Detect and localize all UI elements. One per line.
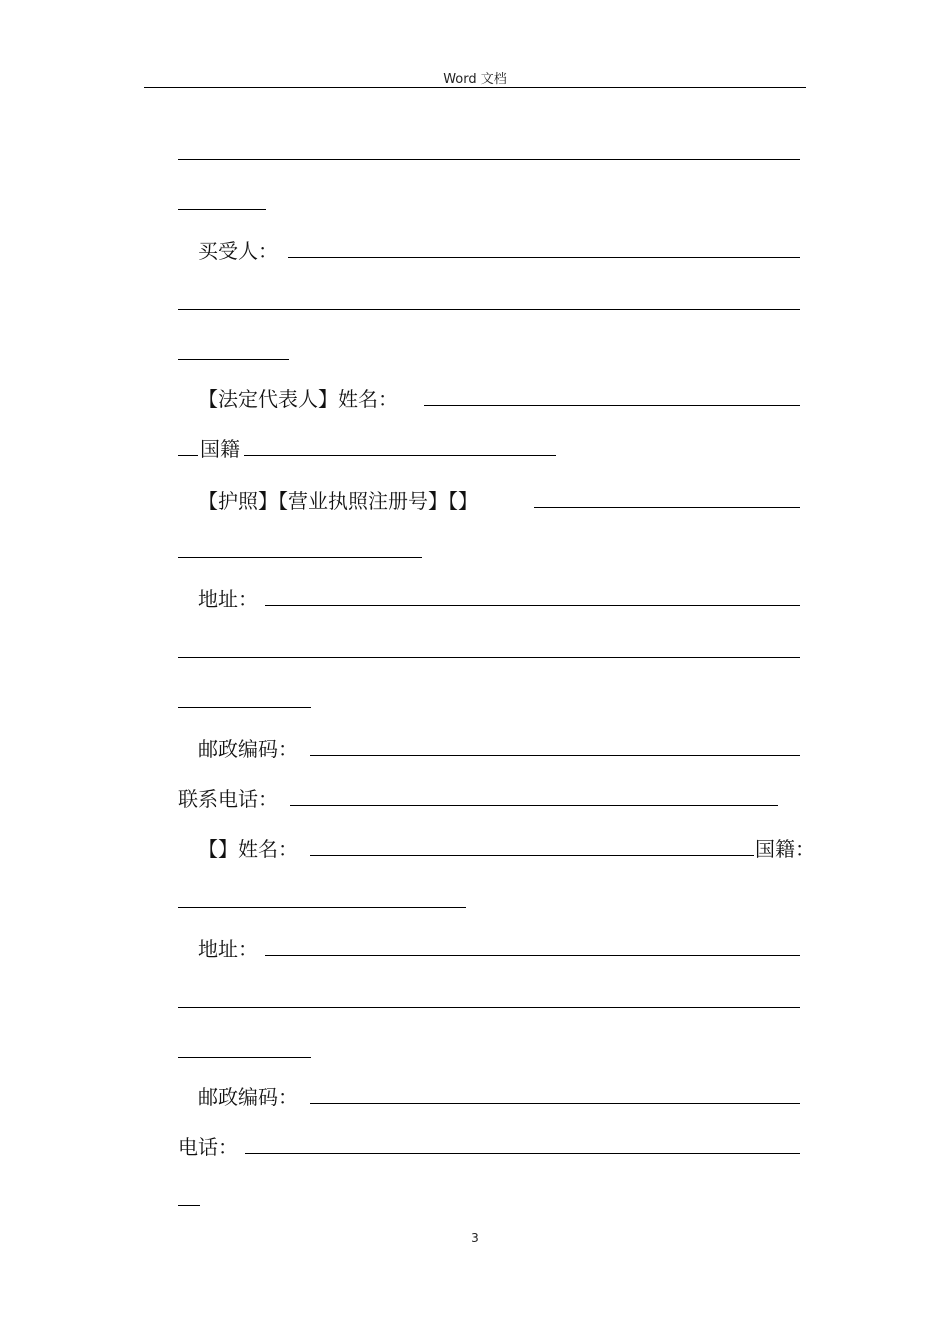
postal-code-label: 邮政编码：: [198, 737, 298, 761]
address-field[interactable]: [265, 605, 800, 606]
address-2-label: 地址：: [198, 937, 258, 961]
passport-label: 【护照】【营业执照注册号】【】: [198, 489, 478, 513]
blank-line[interactable]: [178, 359, 289, 360]
postal-code-field[interactable]: [310, 755, 800, 756]
buyer-label: 买受人：: [198, 239, 278, 263]
agent-name-field[interactable]: [310, 855, 754, 856]
postal-code-2-field[interactable]: [310, 1103, 800, 1104]
blank-line[interactable]: [178, 557, 422, 558]
address-label: 地址：: [198, 587, 258, 611]
blank-line[interactable]: [178, 455, 198, 456]
agent-nationality-field[interactable]: [178, 907, 466, 908]
agent-name-label: 【】姓名：: [198, 837, 298, 861]
header-title: Word 文档: [443, 72, 507, 87]
passport-field[interactable]: [534, 507, 800, 508]
contact-phone-label: 联系电话：: [178, 787, 278, 811]
blank-line[interactable]: [178, 309, 800, 310]
blank-line[interactable]: [178, 159, 800, 160]
legal-rep-name-field[interactable]: [424, 405, 800, 406]
agent-nationality-label: 国籍：: [755, 837, 815, 861]
blank-line[interactable]: [178, 1205, 200, 1206]
header-rule: [144, 87, 806, 88]
contact-phone-field[interactable]: [290, 805, 778, 806]
blank-line[interactable]: [178, 1057, 311, 1058]
blank-line[interactable]: [178, 209, 266, 210]
blank-line[interactable]: [178, 1007, 800, 1008]
legal-rep-label: 【法定代表人】姓名：: [198, 387, 398, 411]
phone-field[interactable]: [245, 1153, 800, 1154]
nationality-label: 国籍: [200, 437, 240, 461]
phone-label: 电话：: [178, 1135, 238, 1159]
nationality-field[interactable]: [244, 455, 556, 456]
blank-line[interactable]: [178, 657, 800, 658]
page-number: 3: [471, 1231, 479, 1245]
address-2-field[interactable]: [265, 955, 800, 956]
postal-code-2-label: 邮政编码：: [198, 1085, 298, 1109]
blank-line[interactable]: [178, 707, 311, 708]
buyer-field[interactable]: [288, 257, 800, 258]
